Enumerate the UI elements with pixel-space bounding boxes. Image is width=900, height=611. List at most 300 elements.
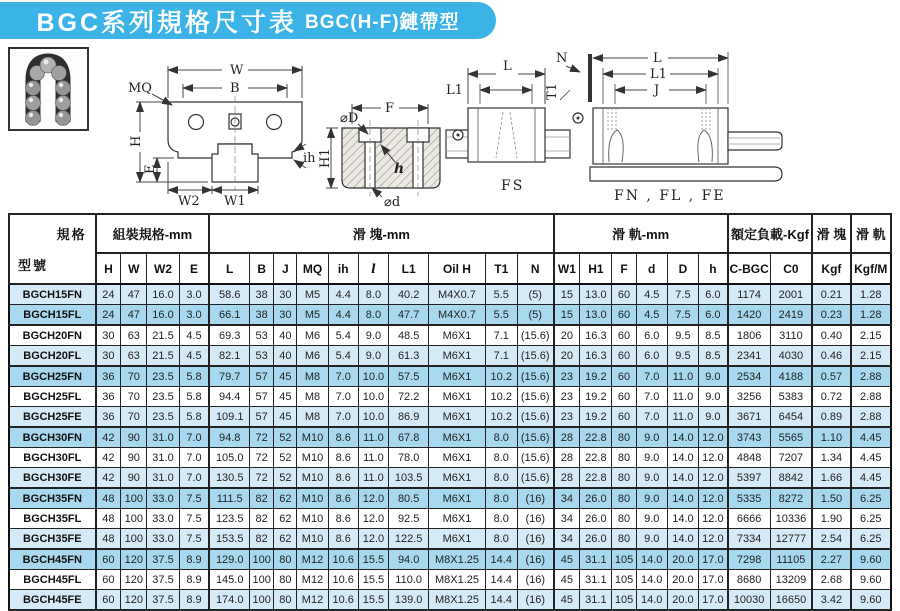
- value-cell: 16.3: [580, 346, 612, 367]
- value-cell: M10: [297, 468, 328, 489]
- value-cell: 5.8: [179, 407, 209, 428]
- value-cell: 36: [96, 407, 121, 428]
- value-cell: 5.8: [179, 387, 209, 407]
- value-cell: 5565: [770, 427, 812, 448]
- value-cell: 8.6: [328, 529, 358, 550]
- value-cell: 9.0: [636, 509, 667, 529]
- value-cell: 3.0: [179, 284, 209, 305]
- value-cell: 72.2: [389, 387, 429, 407]
- value-cell: M10: [297, 509, 328, 529]
- table-row: [9, 305, 891, 326]
- value-cell: 17.0: [699, 590, 728, 611]
- value-cell: 3671: [728, 407, 770, 428]
- value-cell: 1.28: [851, 305, 891, 326]
- value-cell: 17.0: [699, 570, 728, 590]
- value-cell: 78.0: [389, 448, 429, 468]
- col-header-w1: W1: [554, 253, 580, 284]
- value-cell: 11.0: [358, 448, 388, 468]
- col-header-mq: MQ: [297, 253, 328, 284]
- value-cell: 34: [554, 529, 580, 550]
- corner-label-model: 型號: [18, 258, 49, 273]
- model-cell: BGCH45FN: [9, 549, 96, 570]
- value-cell: 1.28: [851, 284, 891, 305]
- model-cell: BGCH45FE: [9, 590, 96, 611]
- value-cell: M12: [297, 549, 328, 570]
- value-cell: 94.0: [389, 549, 429, 570]
- value-cell: 5383: [770, 387, 812, 407]
- value-cell: 0.89: [812, 407, 850, 428]
- value-cell: (5): [517, 284, 553, 305]
- value-cell: 0.40: [812, 325, 850, 346]
- value-cell: M6X1: [429, 488, 485, 509]
- value-cell: 2534: [728, 366, 770, 387]
- dim-label-w2: W2: [178, 194, 200, 209]
- value-cell: 1.10: [812, 427, 850, 448]
- value-cell: 94.8: [209, 427, 249, 448]
- col-header-ih: ih: [328, 253, 358, 284]
- value-cell: 12777: [770, 529, 812, 550]
- model-cell: BGCH30FL: [9, 448, 96, 468]
- value-cell: 60: [96, 590, 121, 611]
- value-cell: 145.0: [209, 570, 249, 590]
- dim-label-dia-d-big: ⌀D: [340, 111, 359, 126]
- value-cell: 8.0: [358, 305, 388, 326]
- value-cell: 42: [96, 427, 121, 448]
- value-cell: M8: [297, 366, 328, 387]
- value-cell: (16): [517, 529, 553, 550]
- value-cell: 80: [612, 468, 636, 489]
- value-cell: 70: [121, 366, 147, 387]
- value-cell: 80: [274, 549, 297, 570]
- group-header-rail-weight: 滑 軌: [851, 214, 891, 253]
- value-cell: 47: [121, 305, 147, 326]
- value-cell: 8.6: [328, 427, 358, 448]
- value-cell: 79.7: [209, 366, 249, 387]
- value-cell: 9.0: [699, 407, 728, 428]
- col-header-h: h: [699, 253, 728, 284]
- dim-label-fs-l1: L1: [446, 83, 463, 98]
- value-cell: (5): [517, 305, 553, 326]
- value-cell: 42: [96, 448, 121, 468]
- value-cell: 8.6: [328, 488, 358, 509]
- col-header-e: E: [179, 253, 209, 284]
- value-cell: M6X1: [429, 468, 485, 489]
- col-header-c-bgc: C-BGC: [728, 253, 770, 284]
- value-cell: 12.0: [699, 509, 728, 529]
- value-cell: 10.6: [328, 570, 358, 590]
- value-cell: 19.2: [580, 407, 612, 428]
- value-cell: M6X1: [429, 427, 485, 448]
- value-cell: 8.0: [485, 427, 517, 448]
- value-cell: 60: [612, 325, 636, 346]
- value-cell: 82: [250, 509, 274, 529]
- value-cell: 52: [274, 468, 297, 489]
- value-cell: M8X1.25: [429, 570, 485, 590]
- value-cell: 7.5: [179, 509, 209, 529]
- value-cell: 90: [121, 427, 147, 448]
- value-cell: 9.0: [636, 488, 667, 509]
- value-cell: 16650: [770, 590, 812, 611]
- col-header-b: B: [250, 253, 274, 284]
- value-cell: 16.0: [147, 305, 179, 326]
- value-cell: 8.6: [328, 468, 358, 489]
- value-cell: M4X0.7: [429, 305, 485, 326]
- value-cell: 2.15: [851, 325, 891, 346]
- value-cell: 6.25: [851, 509, 891, 529]
- value-cell: 4.45: [851, 468, 891, 489]
- value-cell: 53: [250, 346, 274, 367]
- dim-label-w: W: [230, 63, 244, 78]
- value-cell: 20.0: [667, 590, 698, 611]
- value-cell: 10.0: [358, 387, 388, 407]
- value-cell: 16.3: [580, 325, 612, 346]
- table-row: [9, 529, 891, 550]
- value-cell: 7.0: [179, 448, 209, 468]
- value-cell: 4.5: [179, 325, 209, 346]
- value-cell: 5.4: [328, 325, 358, 346]
- group-header-block-weight: 滑 塊: [812, 214, 850, 253]
- col-header-w2: W2: [147, 253, 179, 284]
- value-cell: 31.1: [580, 570, 612, 590]
- dim-label-fs-l: L: [503, 59, 512, 74]
- col-header-h1: H1: [580, 253, 612, 284]
- value-cell: 14.0: [667, 427, 698, 448]
- value-cell: 12.0: [699, 448, 728, 468]
- value-cell: 3.42: [812, 590, 850, 611]
- value-cell: 1.66: [812, 468, 850, 489]
- value-cell: 60: [612, 407, 636, 428]
- value-cell: 4188: [770, 366, 812, 387]
- value-cell: 70: [121, 387, 147, 407]
- value-cell: 139.0: [389, 590, 429, 611]
- value-cell: 7.0: [179, 468, 209, 489]
- value-cell: M10: [297, 448, 328, 468]
- value-cell: 174.0: [209, 590, 249, 611]
- value-cell: 1420: [728, 305, 770, 326]
- value-cell: 57: [250, 407, 274, 428]
- value-cell: 17.0: [699, 549, 728, 570]
- value-cell: M8: [297, 407, 328, 428]
- value-cell: 24: [96, 284, 121, 305]
- table-row: [9, 570, 891, 590]
- value-cell: 33.0: [147, 529, 179, 550]
- value-cell: M10: [297, 488, 328, 509]
- value-cell: 14.0: [636, 590, 667, 611]
- value-cell: 90: [121, 468, 147, 489]
- value-cell: 20.0: [667, 549, 698, 570]
- value-cell: M6X1: [429, 366, 485, 387]
- value-cell: 9.0: [636, 448, 667, 468]
- value-cell: 38: [250, 305, 274, 326]
- value-cell: M6X1: [429, 346, 485, 367]
- table-row: [9, 387, 891, 407]
- value-cell: 0.57: [812, 366, 850, 387]
- model-cell: BGCH15FN: [9, 284, 96, 305]
- value-cell: 80: [612, 488, 636, 509]
- value-cell: 23.5: [147, 407, 179, 428]
- value-cell: M6X1: [429, 509, 485, 529]
- dim-label-h-depth: h: [394, 161, 405, 177]
- value-cell: 28: [554, 468, 580, 489]
- value-cell: (15.6): [517, 325, 553, 346]
- value-cell: 40: [274, 325, 297, 346]
- value-cell: M6X1: [429, 407, 485, 428]
- value-cell: (15.6): [517, 407, 553, 428]
- value-cell: 53: [250, 325, 274, 346]
- value-cell: 82: [250, 529, 274, 550]
- value-cell: 2.88: [851, 387, 891, 407]
- value-cell: 12.0: [699, 427, 728, 448]
- value-cell: 7.1: [485, 325, 517, 346]
- value-cell: 100: [121, 529, 147, 550]
- table-row: [9, 468, 891, 489]
- value-cell: 52: [274, 427, 297, 448]
- page-title: BGC系列規格尺寸表: [36, 8, 298, 37]
- value-cell: 80: [274, 590, 297, 611]
- col-header-t1: T1: [485, 253, 517, 284]
- value-cell: 11.0: [667, 407, 698, 428]
- dim-label-fn-l: L: [653, 51, 662, 66]
- value-cell: 26.0: [580, 509, 612, 529]
- dim-label-fn-j: J: [654, 83, 660, 98]
- value-cell: 37.5: [147, 570, 179, 590]
- value-cell: 20: [554, 325, 580, 346]
- value-cell: 31.0: [147, 448, 179, 468]
- value-cell: 62: [274, 488, 297, 509]
- value-cell: 90: [121, 448, 147, 468]
- value-cell: 5.4: [328, 346, 358, 367]
- value-cell: 11.0: [358, 468, 388, 489]
- value-cell: M10: [297, 529, 328, 550]
- model-cell: BGCH35FE: [9, 529, 96, 550]
- value-cell: 22.8: [580, 448, 612, 468]
- value-cell: 80: [612, 509, 636, 529]
- value-cell: 82.1: [209, 346, 249, 367]
- value-cell: 16.0: [147, 284, 179, 305]
- table-row: [9, 590, 891, 611]
- value-cell: 7.0: [636, 387, 667, 407]
- front-view-drawing: [128, 63, 316, 209]
- value-cell: M6X1: [429, 448, 485, 468]
- value-cell: 34: [554, 488, 580, 509]
- value-cell: 9.0: [636, 468, 667, 489]
- corner-header: [9, 214, 96, 284]
- value-cell: 10.2: [485, 366, 517, 387]
- value-cell: 10.0: [358, 407, 388, 428]
- model-cell: BGCH25FE: [9, 407, 96, 428]
- value-cell: 42: [96, 468, 121, 489]
- value-cell: M5: [297, 284, 328, 305]
- value-cell: 40.2: [389, 284, 429, 305]
- col-header-n: N: [517, 253, 553, 284]
- value-cell: 8.9: [179, 570, 209, 590]
- value-cell: 1.34: [812, 448, 850, 468]
- value-cell: 10.6: [328, 590, 358, 611]
- value-cell: 6.0: [699, 305, 728, 326]
- value-cell: 100: [121, 488, 147, 509]
- value-cell: 86.9: [389, 407, 429, 428]
- value-cell: 7.5: [179, 488, 209, 509]
- col-header-w: W: [121, 253, 147, 284]
- group-header-load: 額定負載-Kgf: [728, 214, 813, 253]
- value-cell: (15.6): [517, 346, 553, 367]
- value-cell: 36: [96, 387, 121, 407]
- value-cell: 6.0: [636, 325, 667, 346]
- value-cell: 4.5: [636, 284, 667, 305]
- value-cell: 0.72: [812, 387, 850, 407]
- value-cell: 9.60: [851, 549, 891, 570]
- value-cell: 120: [121, 549, 147, 570]
- value-cell: 60: [612, 284, 636, 305]
- value-cell: 0.46: [812, 346, 850, 367]
- value-cell: 110.0: [389, 570, 429, 590]
- value-cell: 8680: [728, 570, 770, 590]
- value-cell: 37.5: [147, 590, 179, 611]
- value-cell: 9.0: [699, 366, 728, 387]
- model-cell: BGCH15FL: [9, 305, 96, 326]
- col-header-kgf: Kgf: [812, 253, 850, 284]
- value-cell: 21.5: [147, 346, 179, 367]
- value-cell: 14.0: [667, 468, 698, 489]
- value-cell: 23.5: [147, 387, 179, 407]
- value-cell: 11105: [770, 549, 812, 570]
- value-cell: 8272: [770, 488, 812, 509]
- model-cell: BGCH35FN: [9, 488, 96, 509]
- value-cell: 72: [250, 448, 274, 468]
- value-cell: 26.0: [580, 488, 612, 509]
- value-cell: 2.15: [851, 346, 891, 367]
- value-cell: 60: [612, 366, 636, 387]
- value-cell: 62: [274, 529, 297, 550]
- value-cell: 30: [96, 346, 121, 367]
- value-cell: M8X1.25: [429, 590, 485, 611]
- value-cell: 7298: [728, 549, 770, 570]
- value-cell: 48: [96, 509, 121, 529]
- drawings-svg: [0, 40, 900, 212]
- value-cell: 7.0: [328, 366, 358, 387]
- value-cell: 7.5: [667, 305, 698, 326]
- value-cell: 2419: [770, 305, 812, 326]
- value-cell: 7.0: [636, 407, 667, 428]
- value-cell: 6454: [770, 407, 812, 428]
- col-header-j: J: [274, 253, 297, 284]
- value-cell: 14.0: [667, 529, 698, 550]
- value-cell: 2.27: [812, 549, 850, 570]
- table-row: [9, 427, 891, 448]
- col-header-d: d: [636, 253, 667, 284]
- value-cell: 23: [554, 387, 580, 407]
- value-cell: 10.2: [485, 407, 517, 428]
- value-cell: M12: [297, 590, 328, 611]
- value-cell: 45: [274, 407, 297, 428]
- ball-chain-photo: [9, 48, 88, 130]
- model-cell: BGCH25FL: [9, 387, 96, 407]
- value-cell: 2001: [770, 284, 812, 305]
- value-cell: 60: [96, 570, 121, 590]
- value-cell: 120: [121, 590, 147, 611]
- model-cell: BGCH30FN: [9, 427, 96, 448]
- value-cell: 12.0: [358, 529, 388, 550]
- value-cell: 11.0: [667, 387, 698, 407]
- value-cell: 21.5: [147, 325, 179, 346]
- value-cell: 100: [250, 549, 274, 570]
- value-cell: 12.0: [699, 529, 728, 550]
- value-cell: 1.50: [812, 488, 850, 509]
- value-cell: 23: [554, 407, 580, 428]
- value-cell: 10.6: [328, 549, 358, 570]
- dim-label-n: N: [556, 51, 568, 66]
- value-cell: 7.5: [667, 284, 698, 305]
- value-cell: (15.6): [517, 366, 553, 387]
- col-header-f: F: [612, 253, 636, 284]
- value-cell: 60: [612, 305, 636, 326]
- value-cell: 22.8: [580, 468, 612, 489]
- value-cell: 45: [274, 387, 297, 407]
- table-row: [9, 509, 891, 529]
- value-cell: 61.3: [389, 346, 429, 367]
- value-cell: 12.0: [699, 468, 728, 489]
- col-header-d: D: [667, 253, 698, 284]
- model-cell: BGCH20FL: [9, 346, 96, 367]
- value-cell: (15.6): [517, 468, 553, 489]
- model-cell: BGCH35FL: [9, 509, 96, 529]
- value-cell: M6: [297, 346, 328, 367]
- value-cell: M5: [297, 305, 328, 326]
- value-cell: 6666: [728, 509, 770, 529]
- value-cell: 9.5: [667, 325, 698, 346]
- value-cell: (15.6): [517, 387, 553, 407]
- rail-section-drawing: [318, 101, 440, 210]
- value-cell: 10336: [770, 509, 812, 529]
- value-cell: 130.5: [209, 468, 249, 489]
- value-cell: 30: [96, 325, 121, 346]
- value-cell: 30: [274, 284, 297, 305]
- col-header-l1: L1: [389, 253, 429, 284]
- value-cell: 37.5: [147, 549, 179, 570]
- dim-label-h: H: [129, 135, 144, 147]
- dim-label-mq: MQ: [128, 81, 152, 96]
- value-cell: 14.4: [485, 590, 517, 611]
- value-cell: 4.5: [636, 305, 667, 326]
- value-cell: 12.0: [699, 488, 728, 509]
- value-cell: 19.2: [580, 387, 612, 407]
- value-cell: 63: [121, 325, 147, 346]
- value-cell: 111.5: [209, 488, 249, 509]
- value-cell: 4.4: [328, 305, 358, 326]
- dim-label-ih: ih: [303, 151, 316, 166]
- value-cell: 8.6: [328, 448, 358, 468]
- value-cell: 13209: [770, 570, 812, 590]
- page-subtitle: BGC(H-F)鏈帶型: [305, 12, 460, 33]
- value-cell: 30: [274, 305, 297, 326]
- value-cell: 6.25: [851, 529, 891, 550]
- value-cell: (16): [517, 549, 553, 570]
- value-cell: 8.5: [699, 325, 728, 346]
- value-cell: 66.1: [209, 305, 249, 326]
- value-cell: 5335: [728, 488, 770, 509]
- value-cell: 2.68: [812, 570, 850, 590]
- caption-fn-fl-fe: FN , FL , FE: [614, 188, 726, 204]
- value-cell: 105: [612, 590, 636, 611]
- value-cell: 2.54: [812, 529, 850, 550]
- value-cell: 5.5: [485, 284, 517, 305]
- value-cell: 153.5: [209, 529, 249, 550]
- col-header-kgf-m: Kgf/M: [851, 253, 891, 284]
- value-cell: 9.0: [636, 529, 667, 550]
- value-cell: 4848: [728, 448, 770, 468]
- value-cell: 9.0: [358, 325, 388, 346]
- value-cell: 60: [96, 549, 121, 570]
